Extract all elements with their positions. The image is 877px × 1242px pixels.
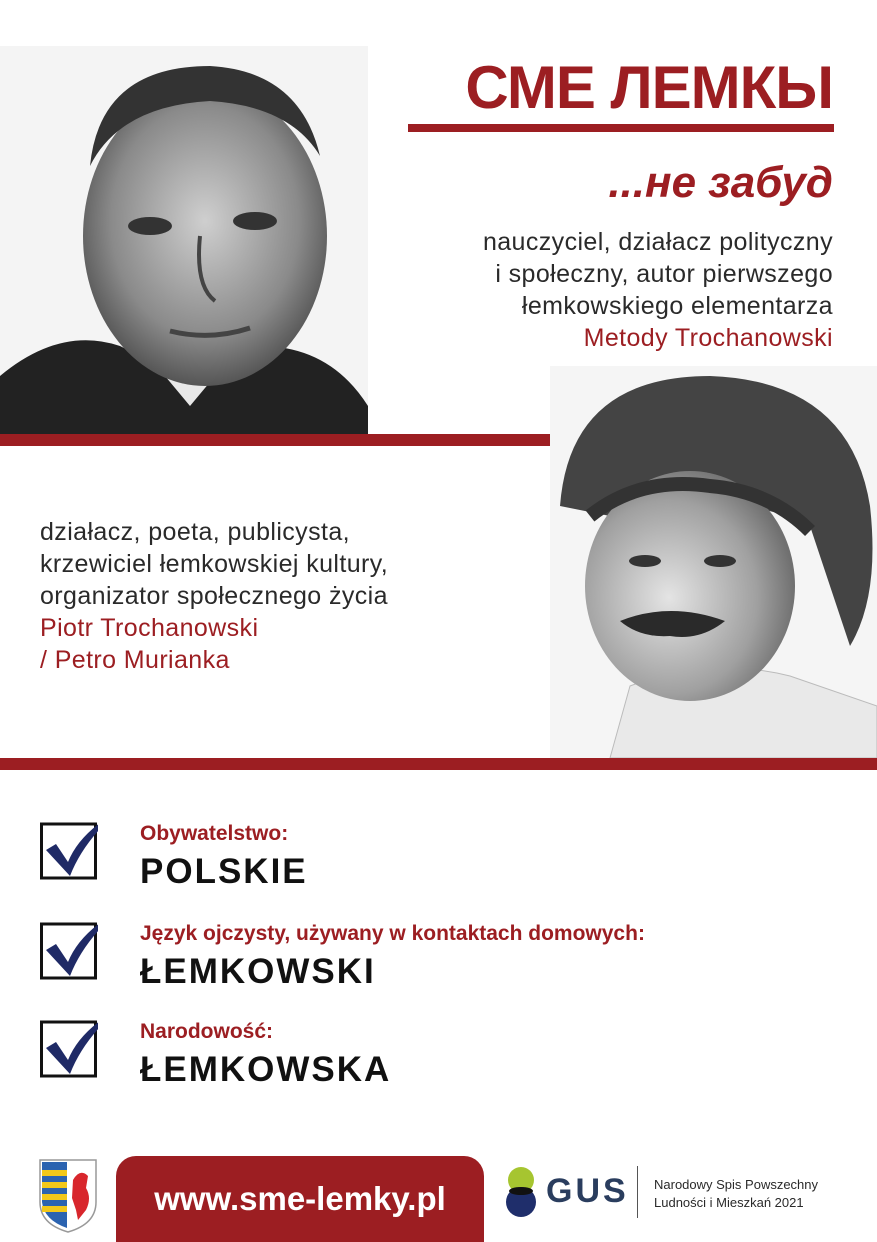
portrait-metody-photo — [0, 46, 368, 436]
divider-band — [0, 758, 877, 770]
checkbox-checked-icon — [40, 910, 98, 980]
portrait-piotr-photo — [550, 366, 877, 758]
portrait-photo-icon — [550, 366, 877, 758]
gus-logo-icon — [502, 1166, 540, 1218]
title-underline — [408, 124, 834, 132]
page-subtitle: ...не забуд — [608, 158, 833, 207]
page-title: СМЕ ЛЕМКЫ — [465, 54, 833, 121]
bio-line: i społeczny, autor pierwszego — [495, 260, 833, 288]
question-label: Język ojczysty, używany w kontaktach domowych: — [140, 922, 645, 945]
answer-value: ŁEMKOWSKI — [140, 952, 376, 991]
website-url: www.sme-lemky.pl — [154, 1180, 446, 1217]
question-label: Narodowość: — [140, 1020, 274, 1043]
piotr-bio — [40, 516, 388, 676]
lemko-coat-of-arms-icon — [38, 1158, 98, 1234]
person-name: Piotr Trochanowski — [40, 614, 259, 642]
question-label: Obywatelstwo: — [140, 822, 289, 845]
bio-line: organizator społecznego życia — [40, 582, 388, 610]
bio-line: działacz, poeta, publicysta, — [40, 518, 350, 546]
answer-value: POLSKIE — [140, 852, 308, 891]
bio-line: krzewiciel łemkowskiej kultury, — [40, 550, 389, 578]
bio-line: nauczyciel, działacz polityczny — [482, 228, 833, 256]
answer-value: ŁEMKOWSKA — [140, 1050, 392, 1089]
census-name-line: Narodowy Spis Powszechny — [654, 1177, 819, 1192]
gus-wordmark: GUS — [546, 1172, 629, 1210]
checkbox-checked-icon — [40, 810, 98, 880]
checkbox-checked-icon — [40, 1008, 98, 1078]
census-name — [654, 1176, 818, 1212]
website-link[interactable] — [116, 1156, 484, 1242]
footer-divider — [637, 1166, 638, 1218]
person-name: Metody Trochanowski — [583, 324, 833, 352]
portrait-photo-icon — [0, 46, 368, 436]
census-name-line: Ludności i Mieszkań 2021 — [654, 1195, 804, 1210]
metody-bio — [483, 226, 833, 354]
person-name-alias: / Petro Murianka — [40, 646, 230, 674]
bio-line: łemkowskiego elementarza — [521, 292, 833, 320]
